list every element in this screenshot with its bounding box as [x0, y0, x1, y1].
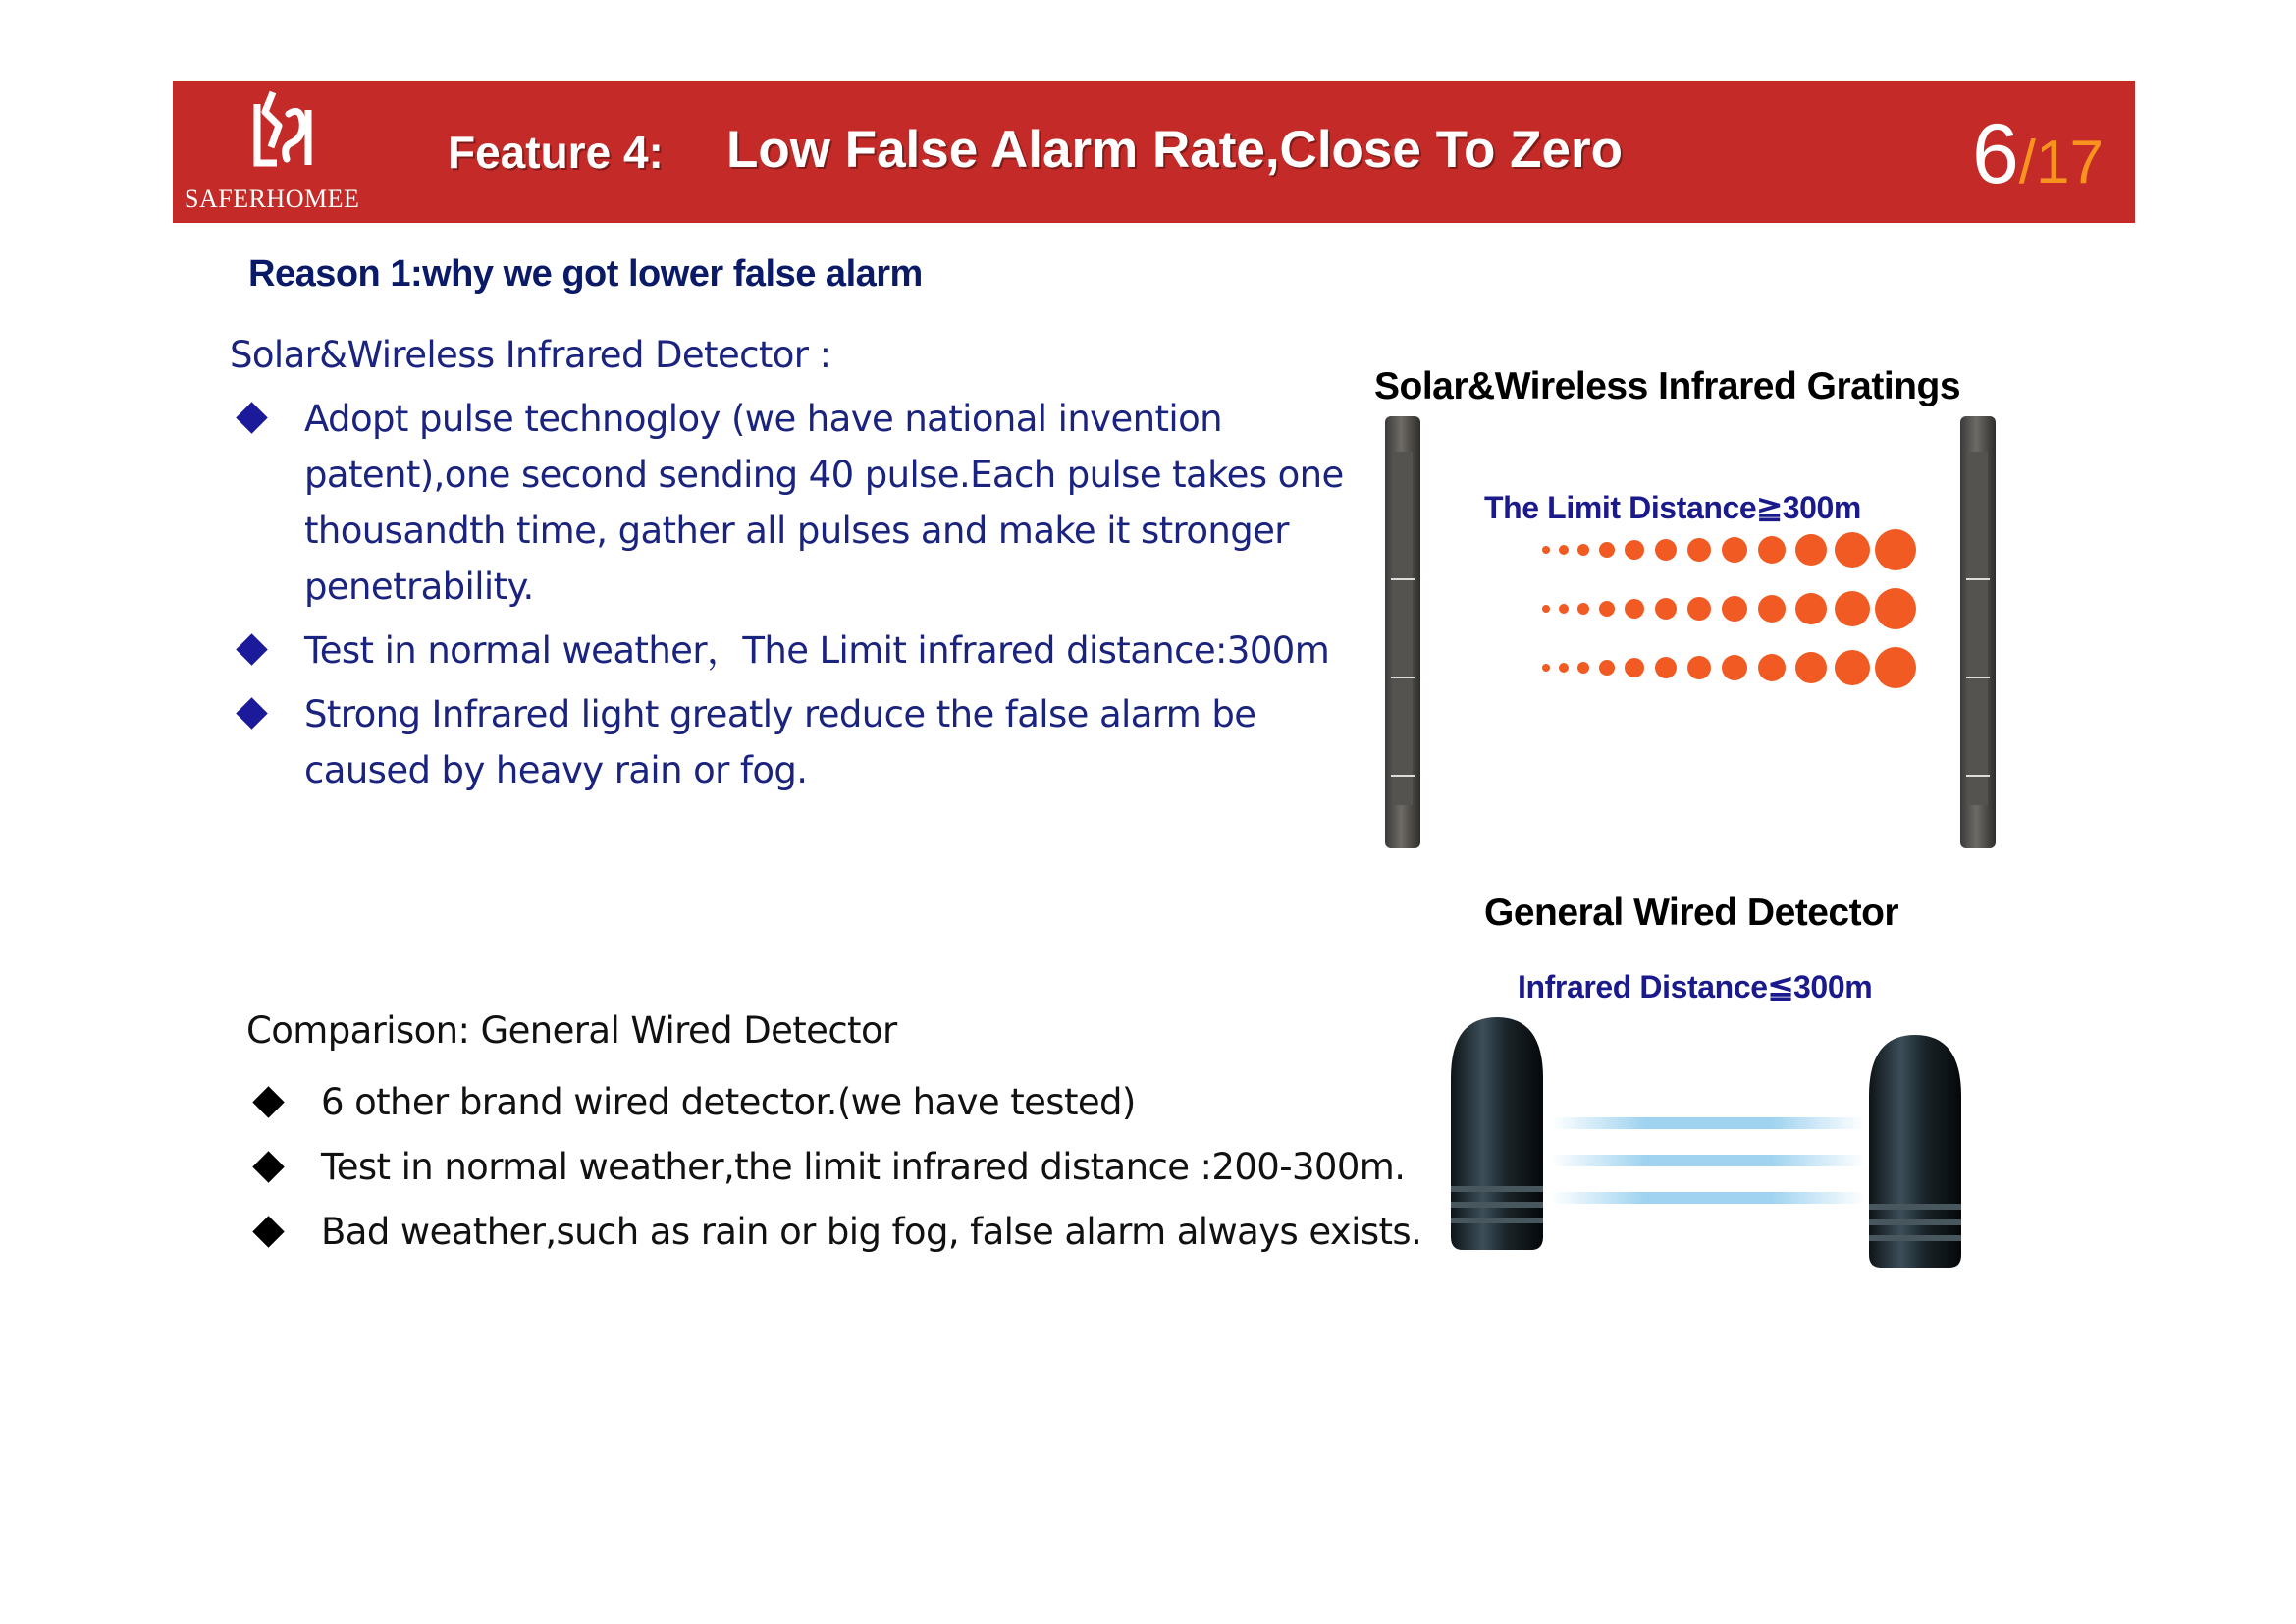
pulse-dot [1599, 542, 1615, 558]
list-item-text: Test in normal weather，The Limit infrared distance:300m [304, 629, 1330, 672]
list-item [236, 686, 1364, 798]
comparison-list [252, 1070, 1430, 1265]
pulse-dot [1625, 658, 1644, 677]
wired-figure-title: General Wired Detector [1484, 892, 1899, 934]
pulse-dot [1687, 538, 1711, 562]
grating-post-right [1960, 416, 1996, 848]
comparison-heading: Comparison: General Wired Detector [246, 1009, 897, 1052]
pulse-dot [1542, 664, 1550, 672]
page-total: 17 [2036, 129, 2104, 196]
pulse-dot [1758, 536, 1786, 564]
list-item [236, 623, 1364, 678]
wired-detector-illustration [1443, 1009, 1993, 1274]
pulse-dot [1758, 654, 1786, 681]
list-item-text: Test in normal weather,the limit infrared distance :200-300m. [321, 1146, 1406, 1188]
limit-distance-label: The Limit Distance≧300m [1484, 490, 1861, 525]
pulse-dot [1625, 540, 1644, 560]
pulse-dot [1835, 650, 1870, 685]
pulse-dot [1722, 596, 1747, 622]
list-item [236, 391, 1364, 615]
list-item-text: Strong Infrared light greatly reduce the false alarm be caused by heavy rain or fog. [304, 693, 1256, 791]
grating-post-left [1385, 416, 1420, 848]
pulse-dot [1875, 588, 1916, 629]
gratings-figure-title: Solar&Wireless Infrared Gratings [1374, 365, 1961, 407]
pulse-dot [1599, 601, 1615, 617]
pulse-dot [1835, 591, 1870, 626]
wired-detector-right [1869, 1035, 1961, 1268]
pulse-dot [1542, 546, 1550, 554]
diamond-bullet-icon [252, 1086, 285, 1118]
pulse-dot [1577, 603, 1589, 615]
pulse-dot [1655, 539, 1677, 561]
pulse-dot [1542, 605, 1550, 613]
saferhomee-logo-icon [240, 86, 328, 185]
pulse-dot [1577, 662, 1589, 674]
logo-wordmark: SAFERHOMEE [185, 185, 360, 213]
pulse-dot [1687, 597, 1711, 621]
solar-feature-list [236, 391, 1364, 806]
wired-distance-label: Infrared Distance≦300m [1518, 969, 1873, 1004]
pulse-dot [1559, 663, 1569, 673]
pulse-dot [1835, 532, 1870, 568]
pulse-dot [1687, 656, 1711, 679]
pulse-dot [1875, 529, 1916, 570]
pulse-dot [1625, 599, 1644, 619]
pulse-dot [1655, 657, 1677, 678]
page-title: Low False Alarm Rate,Close To Zero [726, 121, 1623, 179]
diamond-bullet-icon [252, 1151, 285, 1183]
pulse-dot [1559, 604, 1569, 614]
pulse-dot [1758, 595, 1786, 623]
page-separator: / [2018, 129, 2037, 196]
list-item-text: Bad weather,such as rain or big fog, false alarm always exists. [321, 1211, 1422, 1253]
pulse-dot [1722, 655, 1747, 680]
pulse-dot [1795, 593, 1827, 624]
list-item [252, 1135, 1430, 1200]
list-item [252, 1200, 1430, 1265]
list-item-text: Adopt pulse technogloy (we have national invention patent),one second sending 40 pulse.Each pulse takes one thousandth time, gather all pulses and make it stronger penetrability. [304, 398, 1344, 608]
infrared-pulse-beams [1542, 529, 1916, 688]
page-number [1972, 106, 2104, 203]
diamond-bullet-icon [236, 402, 268, 434]
page-current: 6 [1971, 107, 2019, 201]
pulse-dot [1722, 537, 1747, 563]
pulse-dot [1577, 544, 1589, 556]
reason-heading: Reason 1:why we got lower false alarm [248, 253, 923, 295]
pulse-dot [1599, 660, 1615, 676]
diamond-bullet-icon [236, 633, 268, 666]
pulse-dot [1795, 534, 1827, 566]
infrared-gratings-illustration [1379, 412, 2007, 854]
pulse-dot [1559, 545, 1569, 555]
pulse-dot [1655, 598, 1677, 620]
header-banner [173, 81, 2135, 223]
pulse-dot [1875, 647, 1916, 688]
pulse-dot [1795, 652, 1827, 683]
feature-label: Feature 4: [448, 127, 664, 178]
diamond-bullet-icon [252, 1216, 285, 1248]
list-item [252, 1070, 1430, 1135]
wired-detector-left [1451, 1017, 1543, 1250]
solar-detector-heading: Solar&Wireless Infrared Detector : [230, 334, 831, 376]
wired-infrared-beams [1551, 1117, 1865, 1204]
diamond-bullet-icon [236, 697, 268, 730]
list-item-text: 6 other brand wired detector.(we have tested) [321, 1081, 1136, 1123]
